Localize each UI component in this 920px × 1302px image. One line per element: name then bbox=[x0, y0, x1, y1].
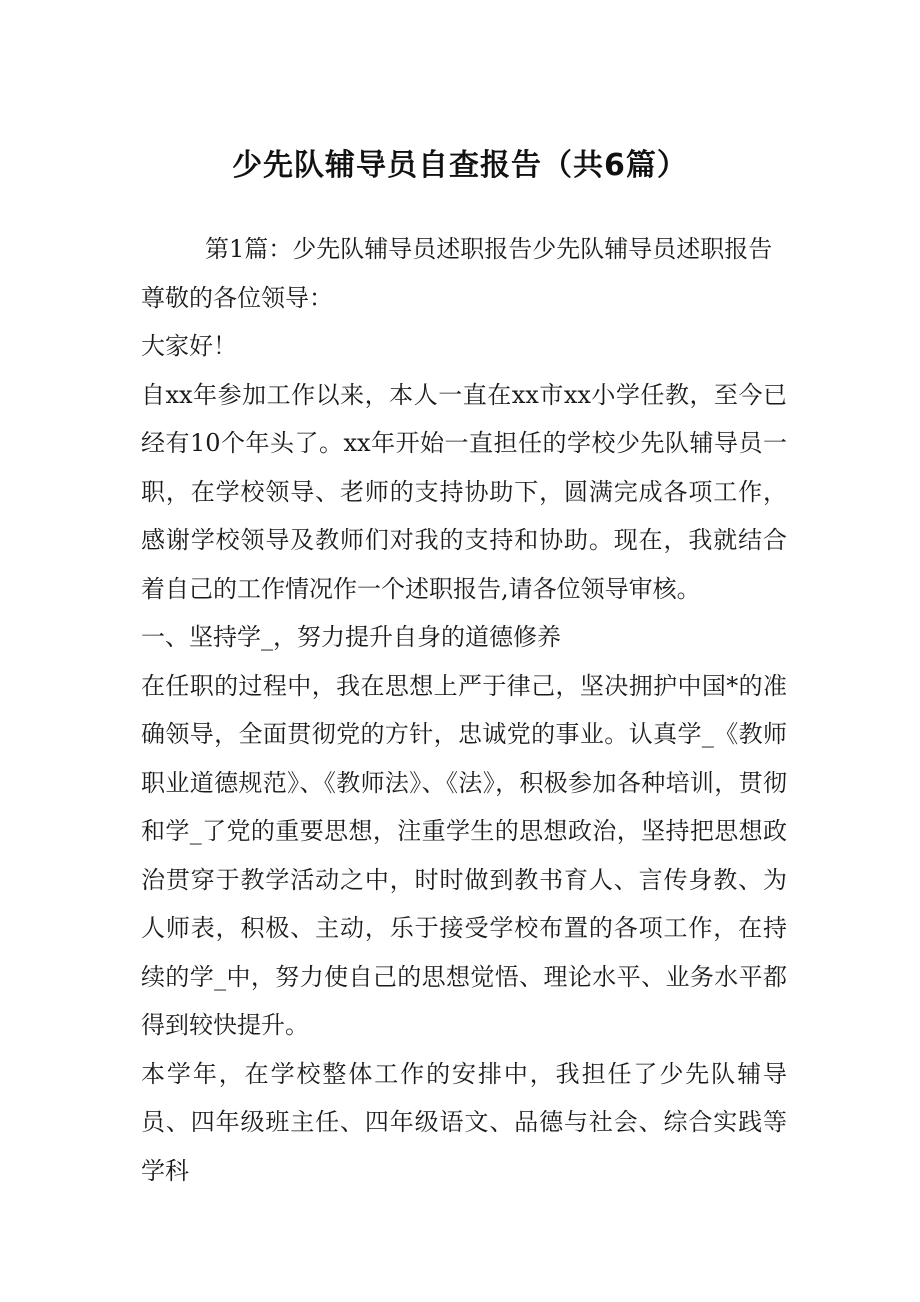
document-body bbox=[141, 225, 787, 1195]
salutation: 尊敬的各位领导： bbox=[141, 283, 333, 312]
body-paragraph: 自xx年参加工作以来，本人一直在xx市xx小学任教，至今已经有10个年头了。xx年开始一直担任的学校少先队辅导员一职，在学校领导、老师的支持协助下，圆满完成各项工作，感谢学校领导及教师们对我的支持和协助。现在，我就结合着自己的工作情况作一个述职报告,请各位领导审核。 bbox=[141, 380, 787, 603]
greeting: 大家好！ bbox=[141, 332, 237, 360]
subsection-heading: 一、坚持学_，努力提升自身的道德修养 bbox=[141, 623, 561, 651]
body-paragraph: 本学年，在学校整体工作的安排中，我担任了少先队辅导员、四年级班主任、四年级语文、品德与社会、综合实践等学科 bbox=[141, 1059, 787, 1185]
document-title: 少先队辅导员自查报告（共6篇） bbox=[232, 148, 688, 183]
section-heading: 第1篇：少先队辅导员述职报告少先队辅导员述职报告 bbox=[205, 235, 773, 263]
body-paragraph: 在任职的过程中，我在思想上严于律己，坚决拥护中国*的准确领导，全面贯彻党的方针，忠诚党的事业。认真学_《教师职业道德规范》、《教师法》、《法》，积极参加各种培训，贯彻和学_了党的重要思想，注重学生的思想政治，坚持把思想政治贯穿于教学活动之中，时时做到教书育人、言传身教、为人师表，积极、主动，乐于接受学校布置的各项工作，在持续的学_中，努力使自己的思想觉悟、理论水平、业务水平都得到较快提升。 bbox=[141, 671, 787, 1039]
